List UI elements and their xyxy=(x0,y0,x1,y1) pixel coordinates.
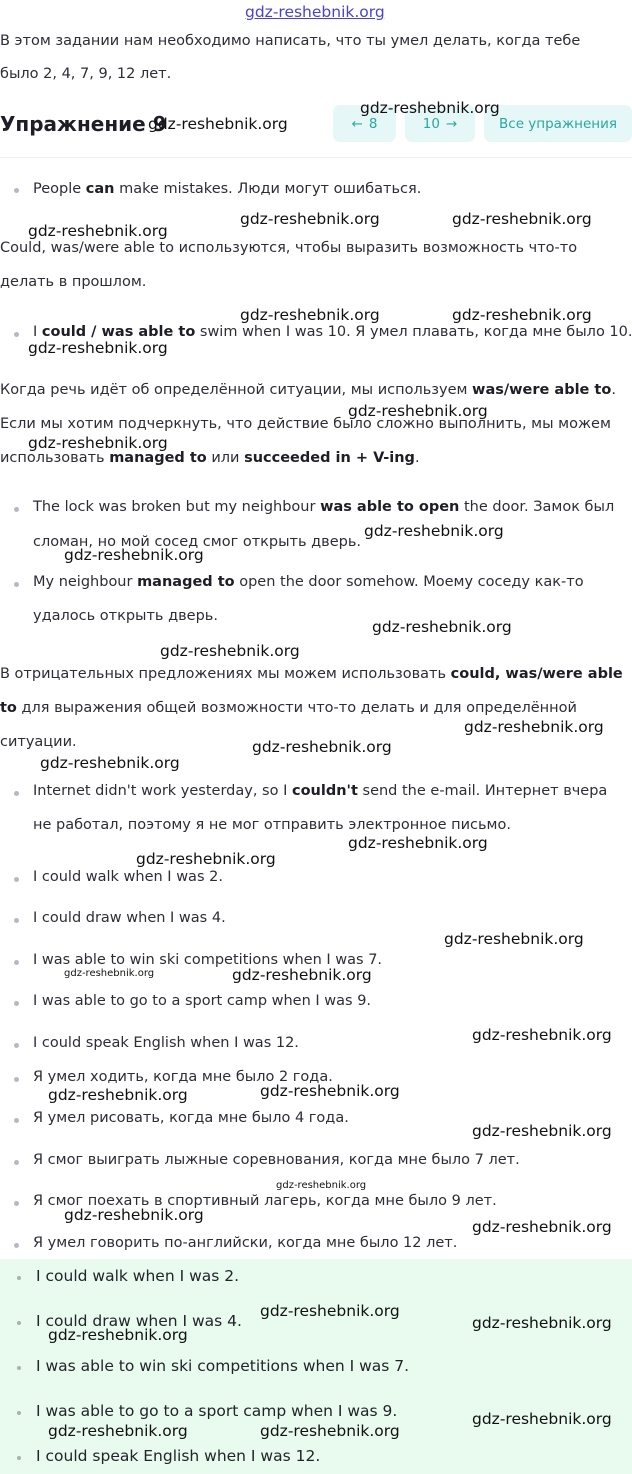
bullet xyxy=(14,960,19,965)
list-item-continuation: сломан, но мой сосед смог открыть дверь. xyxy=(33,534,361,550)
answer-item: I could speak English when I was 12. xyxy=(36,1447,321,1465)
bullet xyxy=(17,1321,21,1325)
bullet xyxy=(14,1201,19,1206)
bullet xyxy=(14,1243,19,1248)
list-item: Я умел ходить, когда мне было 2 года. xyxy=(33,1069,333,1085)
list-item-continuation: удалось открыть дверь. xyxy=(33,608,218,624)
bullet xyxy=(14,1077,19,1082)
watermark: gdz-reshebnik.org xyxy=(444,930,584,948)
watermark: gdz-reshebnik.org xyxy=(28,434,168,452)
paragraph-line: Could, was/were able to используются, чтобы выразить возможность что-то xyxy=(0,240,578,256)
watermark: gdz-reshebnik.org xyxy=(232,966,372,984)
watermark: gdz-reshebnik.org xyxy=(64,546,204,564)
watermark: gdz-reshebnik.org xyxy=(472,1122,612,1140)
bullet xyxy=(14,332,19,337)
list-item: I was able to go to a sport camp when I was 9. xyxy=(33,993,372,1009)
all-exercises-label: Все упражнения xyxy=(499,115,617,132)
bullet xyxy=(17,1456,21,1460)
watermark: gdz-reshebnik.org xyxy=(452,210,592,228)
next-exercise-label: 10 xyxy=(422,115,440,132)
watermark: gdz-reshebnik.org xyxy=(472,1218,612,1236)
list-item: I could speak English when I was 12. xyxy=(33,1035,299,1051)
bullet xyxy=(14,507,19,512)
watermark: gdz-reshebnik.org xyxy=(28,222,168,240)
arrow-left-icon: ← xyxy=(351,115,363,132)
bullet xyxy=(14,918,19,923)
watermark: gdz-reshebnik.org xyxy=(64,1206,204,1224)
watermark-top: gdz-reshebnik.org xyxy=(245,3,385,21)
list-item: Я смог выиграть лыжные соревнования, когда мне было 7 лет. xyxy=(33,1152,520,1168)
answer-block xyxy=(0,1259,632,1474)
watermark: gdz-reshebnik.org xyxy=(472,1026,612,1044)
paragraph-line: использовать managed to или succeeded in + V-ing. xyxy=(0,450,420,466)
bullet xyxy=(14,1160,19,1165)
watermark: gdz-reshebnik.org xyxy=(136,850,276,868)
list-item: Я умел говорить по-английски, когда мне было 12 лет. xyxy=(33,1235,458,1251)
watermark: gdz-reshebnik.org xyxy=(452,306,592,324)
bullet xyxy=(14,188,19,193)
list-item-continuation: не работал, поэтому я не мог отправить электронное письмо. xyxy=(33,817,511,833)
answer-item: I could walk when I was 2. xyxy=(36,1267,240,1285)
answer-item: I was able to win ski competitions when I was 7. xyxy=(36,1357,410,1375)
paragraph-line: to для выражения общей возможности что-то делать и для определённой xyxy=(0,700,577,716)
watermark: gdz-reshebnik.org xyxy=(64,968,155,979)
watermark: gdz-reshebnik.org xyxy=(252,738,392,756)
list-item: Я умел рисовать, когда мне было 4 года. xyxy=(33,1110,349,1126)
paragraph-line: В отрицательных предложениях мы можем использовать could, was/were able xyxy=(0,666,623,682)
header-divider xyxy=(0,157,632,158)
list-item: Internet didn't work yesterday, so I couldn't send the e-mail. Интернет вчера xyxy=(33,783,608,799)
watermark: gdz-reshebnik.org xyxy=(260,1082,400,1100)
watermark: gdz-reshebnik.org xyxy=(464,718,604,736)
watermark: gdz-reshebnik.org xyxy=(160,642,300,660)
watermark: gdz-reshebnik.org xyxy=(372,618,512,636)
watermark: gdz-reshebnik.org xyxy=(348,402,488,420)
list-item: Я смог поехать в спортивный лагерь, когда мне было 9 лет. xyxy=(33,1193,497,1209)
watermark: gdz-reshebnik.org xyxy=(48,1422,188,1440)
bullet xyxy=(14,1118,19,1123)
watermark: gdz-reshebnik.org xyxy=(364,522,504,540)
intro-line: В этом задании нам необходимо написать, что ты умел делать, когда тебе xyxy=(0,33,581,49)
answer-item: I could draw when I was 4. xyxy=(36,1312,242,1330)
watermark: gdz-reshebnik.org xyxy=(360,99,500,117)
watermark: gdz-reshebnik.org xyxy=(40,754,180,772)
page-title: Упражнение 9 xyxy=(0,112,167,136)
list-item: The lock was broken but my neighbour was able to open the door. Замок был xyxy=(33,499,615,515)
list-item: I could walk when I was 2. xyxy=(33,869,223,885)
list-item: People can make mistakes. Люди могут ошибаться. xyxy=(33,181,422,197)
watermark: gdz-reshebnik.org xyxy=(240,210,380,228)
intro-line: было 2, 4, 7, 9, 12 лет. xyxy=(0,66,172,82)
paragraph-line: Если мы хотим подчеркнуть, что действие было сложно выполнить, мы можем xyxy=(0,416,611,432)
paragraph-line: Когда речь идёт об определённой ситуации, мы используем was/were able to. xyxy=(0,382,616,398)
bullet xyxy=(14,582,19,587)
watermark: gdz-reshebnik.org xyxy=(472,1314,612,1332)
watermark: gdz-reshebnik.org xyxy=(148,115,288,133)
answer-item: I was able to go to a sport camp when I was 9. xyxy=(36,1402,398,1420)
bullet xyxy=(14,1043,19,1048)
paragraph-line: делать в прошлом. xyxy=(0,274,147,290)
watermark: gdz-reshebnik.org xyxy=(348,834,488,852)
bullet xyxy=(17,1366,21,1370)
watermark: gdz-reshebnik.org xyxy=(472,1410,612,1428)
list-item: My neighbour managed to open the door somehow. Моему соседу как-то xyxy=(33,574,584,590)
list-item: I could / was able to swim when I was 10. Я умел плавать, когда мне было 10. xyxy=(33,324,632,340)
watermark: gdz-reshebnik.org xyxy=(260,1302,400,1320)
watermark: gdz-reshebnik.org xyxy=(260,1422,400,1440)
watermark: gdz-reshebnik.org xyxy=(48,1326,188,1344)
prev-exercise-label: 8 xyxy=(368,115,378,132)
arrow-right-icon: → xyxy=(445,115,458,132)
bullet xyxy=(14,791,19,796)
watermark: gdz-reshebnik.org xyxy=(276,1180,367,1191)
bullet xyxy=(14,877,19,882)
list-item: I could draw when I was 4. xyxy=(33,910,226,926)
list-item: I was able to win ski competitions when I was 7. xyxy=(33,952,383,968)
watermark: gdz-reshebnik.org xyxy=(240,306,380,324)
watermark: gdz-reshebnik.org xyxy=(28,339,168,357)
watermark: gdz-reshebnik.org xyxy=(48,1086,188,1104)
bullet xyxy=(14,1001,19,1006)
bullet xyxy=(17,1411,21,1415)
bullet xyxy=(17,1276,21,1280)
all-exercises-button[interactable] xyxy=(484,105,632,142)
paragraph-line: ситуации. xyxy=(0,734,77,750)
